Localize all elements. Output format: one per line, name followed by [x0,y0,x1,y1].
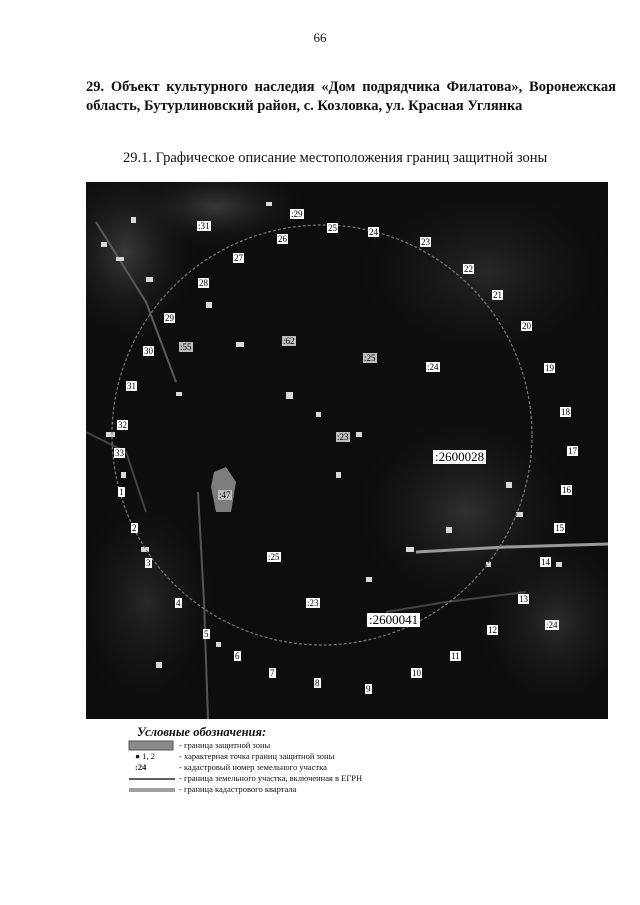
legend-item-parcel-boundary [127,773,527,784]
map-point-label: 7 [270,668,275,678]
legend-item-cadastral-number [127,762,527,773]
map-image [86,182,608,719]
map-point-label: :23 [337,432,349,442]
map-point-label: 33 [115,448,124,458]
map-point-label: 15 [555,523,564,533]
legend [127,725,527,795]
map-point-label: 13 [519,594,528,604]
map-point-label: 5 [204,629,209,639]
map-point-label: 28 [199,278,208,288]
map-point-label: :25 [268,552,280,562]
map-point-label: 31 [127,381,136,391]
map-point-label: :31 [198,221,210,231]
map-point-label: 2 [132,523,137,533]
map-point-label: 18 [561,407,570,417]
satellite-background [86,182,608,719]
point-symbol [127,751,185,762]
map-point-label: 21 [493,290,502,300]
map-point-label: 32 [118,420,127,430]
dot-icon: ● [135,751,141,761]
map-point-label: 10 [412,668,421,678]
map-point-label: :62 [283,336,295,346]
legend-item-point [127,751,527,762]
map-point-label: :55 [180,342,192,352]
map-point-label: 26 [278,234,287,244]
map-point-label: 12 [488,625,497,635]
zone-boundary-swatch [127,740,177,751]
map-point-label: :25 [364,353,376,363]
map-point-label: 17 [568,446,577,456]
map-point-label: :24 [427,362,439,372]
map-point-label: 27 [234,253,243,263]
map-point-label: 19 [545,363,554,373]
map-point-label: :29 [291,209,303,219]
legend-item-text: - характерная точка границ защитной зоны [179,751,335,761]
map-point-label: 20 [522,321,531,331]
map-point-label: 3 [146,558,151,568]
map-point-label: 11 [451,651,460,661]
map-point-label: 22 [464,264,473,274]
object-heading: 29. Объект культурного наследия «Дом подрядчика Филатова», Воронежская область, Бутурлиновский район, с. Козловка, ул. Красная Углянка [86,79,616,114]
cadastral-symbol-text: :24 [135,762,147,772]
map-point-label: 9 [366,684,371,694]
map-point-label: :23 [307,598,319,608]
legend-item-text: - граница защитной зоны [179,740,271,750]
legend-item-text: - граница земельного участка, включенная в ЕГРН [179,773,363,783]
cadastral-quarter-label: :2600041 [369,612,419,627]
map-point-label: 30 [144,346,153,356]
map-point-label: 1 [119,487,124,497]
map-point-label: 6 [235,651,240,661]
map-point-label: 14 [541,557,550,567]
legend-item-zone [127,740,527,751]
map-point-label: 29 [165,313,174,323]
map-point-label: 16 [562,485,571,495]
map-point-label: :47 [219,490,231,500]
map-point-label: 24 [369,227,378,237]
legend-item-quarter-boundary [127,784,527,795]
double-line-icon [127,784,177,795]
legend-item-text: - кадастровый номер земельного участка [179,762,327,772]
solid-line-icon [127,773,177,784]
page-number: 66 [313,30,327,45]
cadastral-quarter-label: :2600028 [435,449,485,464]
legend-item-text: - граница кадастрового квартала [179,784,297,794]
map-point-label: 25 [328,223,337,233]
map-point-label: 23 [421,237,430,247]
map-point-label: 8 [315,678,320,688]
legend-title: Условные обозначения: [137,725,267,739]
map-point-label: 4 [176,598,181,608]
section-subheading: 29.1. Графическое описание местоположения границ защитной зоны [123,150,548,166]
map-point-label: :24 [546,620,558,630]
point-symbol-text: 1, 2 [142,751,156,761]
